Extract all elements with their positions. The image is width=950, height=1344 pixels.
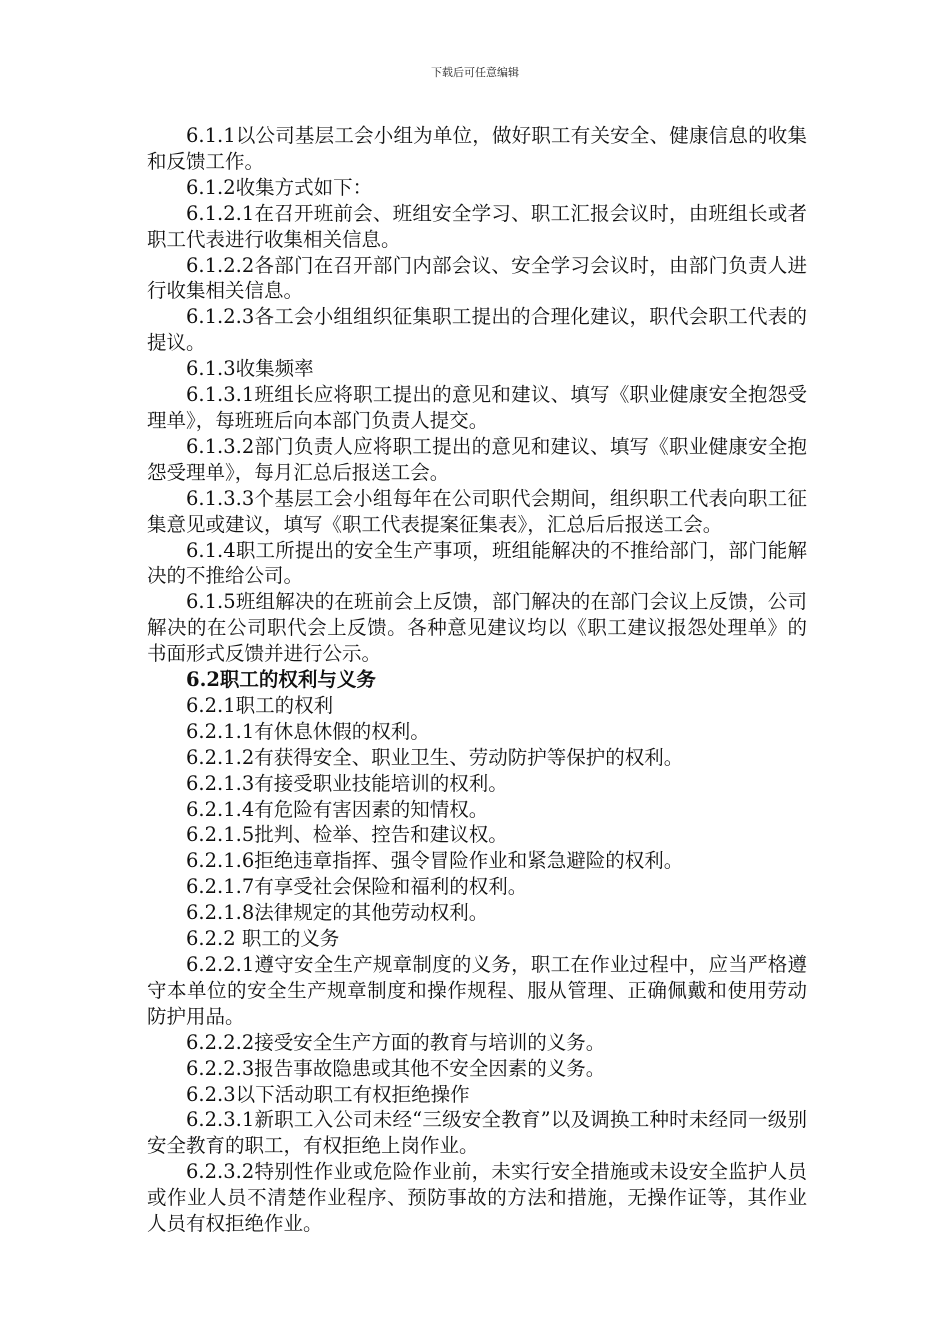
paragraph-6-2-3-2: 6.2.3.2特别性作业或危险作业前，未实行安全措施或未设安全监护人员或作业人员不清楚作业程序、预防事故的方法和措施，无操作证等，其作业人员有权拒绝作业。: [147, 1160, 807, 1236]
paragraph-6-1-2-2: 6.1.2.2各部门在召开部门内部会议、安全学习会议时，由部门负责人进行收集相关信息。: [147, 253, 807, 303]
paragraph-6-2-1-8: 6.2.1.8法律规定的其他劳动权利。: [186, 901, 489, 925]
paragraph-6-1-1: 6.1.1以公司基层工会小组为单位，做好职工有关安全、健康信息的收集和反馈工作。: [147, 124, 807, 173]
paragraph-6-1-4: 6.1.4职工所提出的安全生产事项，班组能解决的不推给部门，部门能解决的不推给公司。: [147, 538, 807, 588]
paragraph-6-2-2-2: 6.2.2.2接受安全生产方面的教育与培训的义务。: [186, 1030, 606, 1054]
paragraph-6-1-2-3: 6.1.2.3各工会小组组织征集职工提出的合理化建议，职代会职工代表的提议。: [147, 305, 807, 355]
paragraph-6-2-2-3: 6.2.2.3报告事故隐患或其他不安全因素的义务。: [186, 1056, 606, 1080]
paragraph-6-2-1-4: 6.2.1.4有危险有害因素的知情权。: [186, 797, 489, 821]
paragraph-6-2-2-1: 6.2.2.1遵守安全生产规章制度的义务，职工在作业过程中，应当严格遵守本单位的安全生产规章制度和操作规程、服从管理、正确佩戴和使用劳动防护用品。: [147, 953, 807, 1028]
document-body: [147, 123, 807, 1237]
paragraph-6-1-2-1: 6.1.2.1在召开班前会、班组安全学习、职工汇报会议时，由班组长或者职工代表进行收集相关信息。: [147, 201, 807, 251]
paragraph-6-1-3-1: 6.1.3.1班组长应将职工提出的意见和建议、填写《职业健康安全抱怨受理单》，每班班后向本部门负责人提交。: [147, 383, 807, 432]
paragraph-6-2-2: 6.2.2 职工的义务: [186, 927, 340, 951]
paragraph-6-1-2: 6.1.2收集方式如下：: [186, 175, 373, 199]
paragraph-6-2-3-1: 6.2.3.1新职工入公司未经“三级安全教育”以及调换工种时未经同一级别安全教育的职工，有权拒绝上岗作业。: [147, 1108, 807, 1158]
paragraph-6-2-1-5: 6.2.1.5批判、检举、控告和建议权。: [186, 823, 508, 847]
page-header: 下载后可任意编辑: [431, 66, 519, 79]
paragraph-6-2-1-2: 6.2.1.2有获得安全、职业卫生、劳动防护等保护的权利。: [186, 745, 684, 769]
paragraph-6-2-1-6: 6.2.1.6拒绝违章指挥、强令冒险作业和紧急避险的权利。: [186, 849, 684, 873]
paragraph-6-1-3: 6.1.3收集频率: [186, 357, 314, 381]
paragraph-6-2-1-3: 6.2.1.3有接受职业技能培训的权利。: [186, 771, 508, 795]
paragraph-6-2-1-1: 6.2.1.1有休息休假的权利。: [186, 719, 430, 743]
paragraph-6-1-5: 6.1.5班组解决的在班前会上反馈，部门解决的在部门会议上反馈，公司解决的在公司职代会上反馈。各种意见建议均以《职工建议报怨处理单》的书面形式反馈并进行公示。: [147, 590, 807, 666]
paragraph-6-2-3: 6.2.3以下活动职工有权拒绝操作: [186, 1082, 470, 1106]
paragraph-6-2-1: 6.2.1职工的权利: [186, 693, 334, 717]
paragraph-6-1-3-2: 6.1.3.2部门负责人应将职工提出的意见和建议、填写《职业健康安全抱怨受理单》，每月汇总后报送工会。: [147, 434, 807, 484]
paragraph-6-2-1-7: 6.2.1.7有享受社会保险和福利的权利。: [186, 875, 528, 899]
section-heading-6-2: 6.2职工的权利与义务: [186, 668, 376, 692]
paragraph-6-1-3-3: 6.1.3.3个基层工会小组每年在公司职代会期间，组织职工代表向职工征集意见或建议，填写《职工代表提案征集表》，汇总后后报送工会。: [147, 486, 807, 536]
